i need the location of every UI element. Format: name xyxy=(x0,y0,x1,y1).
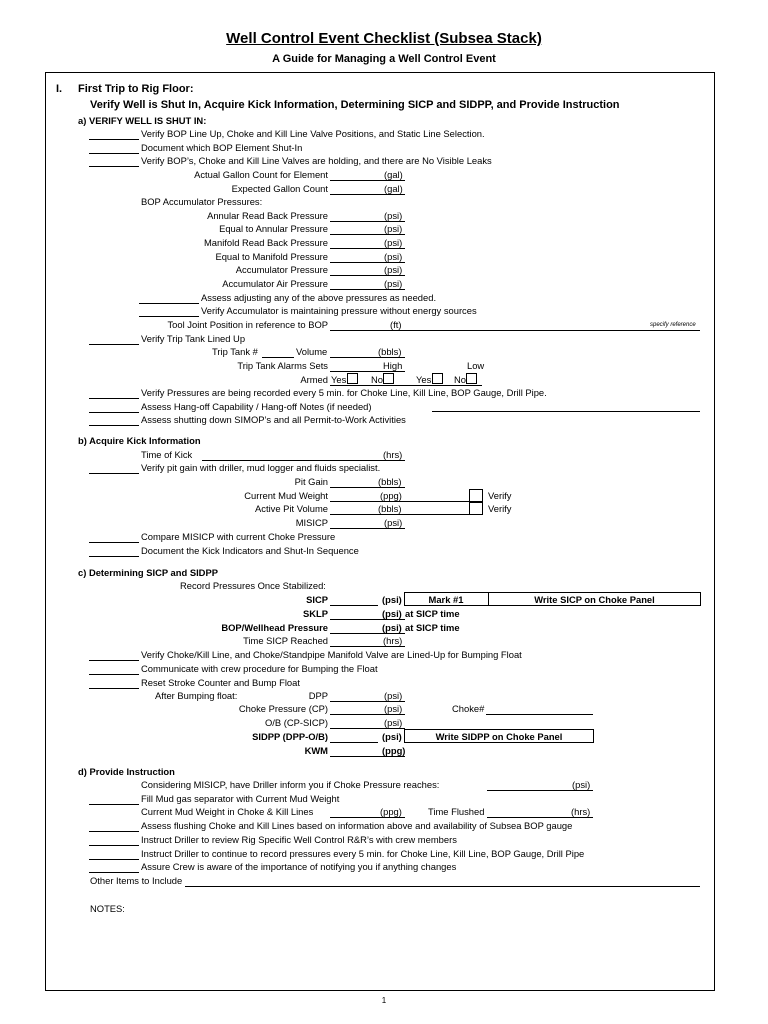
blank-line[interactable] xyxy=(89,688,139,689)
verify-label: Verify xyxy=(488,503,512,514)
blank-line[interactable] xyxy=(89,153,139,154)
field-label: Annular Read Back Pressure xyxy=(207,210,328,221)
unit-label: (bbls) xyxy=(378,503,402,514)
record-label: Record Pressures Once Stabilized: xyxy=(180,580,326,591)
task-label: Assess adjusting any of the above pressures as needed. xyxy=(201,292,437,303)
task-label: Verify Trip Tank Lined Up xyxy=(141,333,246,344)
blank-line[interactable] xyxy=(89,872,139,873)
blank-line[interactable] xyxy=(89,542,139,543)
time-flushed-label: Time Flushed xyxy=(428,806,485,817)
active-pit-label: Active Pit Volume xyxy=(255,503,328,514)
field-input[interactable] xyxy=(330,194,405,195)
blank-line[interactable] xyxy=(89,425,139,426)
task-label: Reset Stroke Counter and Bump Float xyxy=(141,677,300,688)
trip-tank-number-label: Trip Tank # xyxy=(212,346,258,357)
unit-label: (gal) xyxy=(384,169,403,180)
blank-line[interactable] xyxy=(89,412,139,413)
page-title: Well Control Event Checklist (Subsea Stack) xyxy=(226,30,542,47)
armed-label: Armed xyxy=(300,374,328,385)
blank-line[interactable] xyxy=(139,303,199,304)
armed-no-label: No xyxy=(454,374,466,385)
choke-cp-label: Choke Pressure (CP) xyxy=(238,703,328,714)
current-mw-input[interactable] xyxy=(330,817,405,818)
bop-wellhead-input[interactable] xyxy=(330,633,405,634)
mark1-label: Mark #1 xyxy=(428,594,464,605)
unit-label: (psi) xyxy=(384,251,403,262)
field-input[interactable] xyxy=(330,180,405,181)
field-input[interactable] xyxy=(330,248,405,249)
task-label: Verify pit gain with driller, mud logger and fluids specialist. xyxy=(141,462,381,473)
blank-line[interactable] xyxy=(89,804,139,805)
task-label: Verify Choke/Kill Line, and Choke/Standpipe Manifold Valve are Lined-Up for Bumping Float xyxy=(141,649,522,660)
time-sicp-label: Time SICP Reached xyxy=(243,635,328,646)
task-label: Verify BOP’s, Choke and Kill Line Valves are holding, and there are No Visible Leaks xyxy=(141,155,492,166)
alarms-label: Trip Tank Alarms Sets xyxy=(237,360,328,371)
unit-label: (psi) xyxy=(384,703,403,714)
blank-line[interactable] xyxy=(89,845,139,846)
blank-line[interactable] xyxy=(89,344,139,345)
subsection-a-heading: a) VERIFY WELL IS SHUT IN: xyxy=(78,115,207,126)
unit-label: (psi) xyxy=(384,517,403,528)
unit-label: (hrs) xyxy=(383,635,403,646)
notes-label: NOTES: xyxy=(90,903,125,914)
field-input[interactable] xyxy=(330,330,700,331)
unit-label: (psi) xyxy=(384,264,403,275)
write-sicp-label: Write SICP on Choke Panel xyxy=(534,594,655,605)
sidpp-label: SIDPP (DPP-O/B) xyxy=(252,731,328,742)
current-mw-label: Current Mud Weight in Choke & Kill Lines xyxy=(141,806,314,817)
subsection-c-heading: c) Determining SICP and SIDPP xyxy=(78,567,218,578)
verify-label: Verify xyxy=(488,490,512,501)
field-label: Accumulator Pressure xyxy=(235,264,328,275)
sidpp-input[interactable] xyxy=(330,742,378,743)
armed-yes-label: Yes xyxy=(331,374,347,385)
section-numeral: I. xyxy=(56,83,63,95)
armed-yes-checkbox[interactable] xyxy=(347,373,358,384)
choke-number-label: Choke# xyxy=(452,703,485,714)
volume-input[interactable] xyxy=(330,357,405,358)
sklp-input[interactable] xyxy=(330,619,405,620)
task-label: Document which BOP Element Shut-In xyxy=(141,142,303,153)
alarm-high-label: High xyxy=(383,360,403,371)
alarm-low-label: Low xyxy=(467,360,485,371)
armed-no-checkbox[interactable] xyxy=(466,373,477,384)
armed-no-checkbox[interactable] xyxy=(383,373,394,384)
blank-line[interactable] xyxy=(89,660,139,661)
task-label: Document the Kick Indicators and Shut-In Sequence xyxy=(141,545,359,556)
unit-label: (hrs) xyxy=(383,449,403,460)
unit-label: (bbls) xyxy=(378,476,402,487)
unit-label: (psi) xyxy=(384,210,403,221)
choke-cp-input[interactable] xyxy=(330,714,405,715)
unit-label: (psi) xyxy=(572,779,591,790)
field-label: Tool Joint Position in reference to BOP xyxy=(167,319,328,330)
task-label: Assure Crew is aware of the importance of notifying you if anything changes xyxy=(141,861,457,872)
sklp-label: SKLP xyxy=(302,608,328,619)
alarm-high-input[interactable] xyxy=(330,371,405,372)
verify-checkbox[interactable] xyxy=(469,489,483,502)
field-input[interactable] xyxy=(330,234,405,235)
armed-yes-checkbox[interactable] xyxy=(432,373,443,384)
at-sicp-time-label: at SICP time xyxy=(405,608,460,619)
blank-line[interactable] xyxy=(89,831,139,832)
unit-label: (psi) xyxy=(384,278,403,289)
active-pit-input[interactable] xyxy=(330,514,482,515)
unit-label: (gal) xyxy=(384,183,403,194)
unit-label: (ft) xyxy=(390,319,402,330)
time-sicp-input[interactable] xyxy=(330,646,405,647)
blank-line[interactable] xyxy=(89,166,139,167)
task-label: Assess Hang-off Capability / Hang-off Notes (if needed) xyxy=(141,401,372,412)
page-number: 1 xyxy=(381,996,387,1005)
unit-label: (psi) xyxy=(384,690,403,701)
field-label: Equal to Annular Pressure xyxy=(219,223,328,234)
unit-label: (ppg) xyxy=(382,745,406,756)
field-input[interactable] xyxy=(330,275,405,276)
dpp-label: DPP xyxy=(308,690,328,701)
kwm-input[interactable] xyxy=(330,756,405,757)
field-input[interactable] xyxy=(330,221,405,222)
field-label: Manifold Read Back Pressure xyxy=(203,237,328,248)
at-sicp-time-label: at SICP time xyxy=(405,622,460,633)
ob-input[interactable] xyxy=(330,728,405,729)
blank-line[interactable] xyxy=(89,398,139,399)
time-flushed-input[interactable] xyxy=(487,817,593,818)
pit-gain-input[interactable] xyxy=(330,487,405,488)
blank-line[interactable] xyxy=(139,316,199,317)
choke-pressure-alert-input[interactable] xyxy=(487,790,593,791)
task-label: Verify Pressures are being recorded every 5 min. for Choke Line, Kill Line, BOP Gauge, Drill Pipe. xyxy=(141,387,547,398)
mud-weight-input[interactable] xyxy=(330,501,482,502)
task-label: Assess shutting down SIMOP’s and all Permit-to-Work Activities xyxy=(141,414,406,425)
armed-underline xyxy=(330,385,482,386)
armed-yes-label: Yes xyxy=(416,374,432,385)
unit-label: (psi) xyxy=(382,594,402,605)
task-label: Communicate with crew procedure for Bumping the Float xyxy=(141,663,378,674)
subsection-d-heading: d) Provide Instruction xyxy=(78,766,175,777)
bop-wellhead-label: BOP/Wellhead Pressure xyxy=(221,622,328,633)
choke-number-input[interactable] xyxy=(486,714,593,715)
hangoff-notes-input[interactable] xyxy=(432,411,700,412)
unit-label: (hrs) xyxy=(571,806,591,817)
specify-reference-note: specify reference xyxy=(650,322,696,328)
unit-label: (psi) xyxy=(384,223,403,234)
kwm-label: KWM xyxy=(304,745,328,756)
field-input[interactable] xyxy=(330,289,405,290)
field-label: Equal to Manifold Pressure xyxy=(215,251,328,262)
unit-label: (psi) xyxy=(382,622,402,633)
pit-gain-label: Pit Gain xyxy=(294,476,328,487)
task-label: Fill Mud gas separator with Current Mud Weight xyxy=(141,793,340,804)
section-subtitle: Verify Well is Shut In, Acquire Kick Information, Determining SICP and SIDPP, and Provide Instruction xyxy=(90,99,620,111)
mud-weight-label: Current Mud Weight xyxy=(244,490,328,501)
verify-checkbox[interactable] xyxy=(469,502,483,515)
unit-label: (psi) xyxy=(382,608,402,619)
time-of-kick-label: Time of Kick xyxy=(141,449,193,460)
volume-label: Volume xyxy=(296,346,328,357)
blank-line[interactable] xyxy=(89,859,139,860)
armed-no-label: No xyxy=(371,374,383,385)
sicp-input[interactable] xyxy=(330,605,378,606)
section-title: First Trip to Rig Floor: xyxy=(78,83,194,95)
blank-line[interactable] xyxy=(89,674,139,675)
field-label: Accumulator Air Pressure xyxy=(222,278,328,289)
task-label: Assess flushing Choke and Kill Lines based on information above and availability of Subsea BOP gauge xyxy=(141,820,573,831)
accumulator-heading: BOP Accumulator Pressures: xyxy=(141,196,263,207)
task-label: Verify Accumulator is maintaining pressure without energy sources xyxy=(201,305,477,316)
field-label: Expected Gallon Count xyxy=(231,183,328,194)
unit-label: (psi) xyxy=(384,717,403,728)
trip-tank-number-input[interactable] xyxy=(262,357,294,358)
after-bump-label: After Bumping float: xyxy=(155,690,238,701)
task-label: Verify BOP Line Up, Choke and Kill Line Valve Positions, and Static Line Selection. xyxy=(141,128,485,139)
sicp-label: SICP xyxy=(306,594,328,605)
page-subtitle: A Guide for Managing a Well Control Event xyxy=(272,53,496,65)
task-label: Compare MISICP with current Choke Pressure xyxy=(141,531,336,542)
time-of-kick-input[interactable] xyxy=(202,460,405,461)
task-label: Instruct Driller to review Rig Specific Well Control R&R’s with crew members xyxy=(141,834,457,845)
blank-line[interactable] xyxy=(89,556,139,557)
field-label: Actual Gallon Count for Element xyxy=(194,169,328,180)
blank-line[interactable] xyxy=(89,473,139,474)
unit-label: (bbls) xyxy=(378,346,402,357)
unit-label: (ppg) xyxy=(380,806,402,817)
field-input[interactable] xyxy=(330,262,405,263)
unit-label: (psi) xyxy=(382,731,402,742)
ob-label: O/B (CP-SICP) xyxy=(264,717,328,728)
task-label: Instruct Driller to continue to record pressures every 5 min. for Choke Line, Kill Line, BOP Gauge, Drill Pipe xyxy=(141,848,585,859)
other-items-label: Other Items to Include xyxy=(90,875,183,886)
blank-line[interactable] xyxy=(89,139,139,140)
considering-label: Considering MISICP, have Driller inform you if Choke Pressure reaches: xyxy=(141,779,440,790)
subsection-b-heading: b) Acquire Kick Information xyxy=(78,435,201,446)
misicp-label: MISICP xyxy=(295,517,328,528)
other-items-input[interactable] xyxy=(185,886,700,887)
misicp-input[interactable] xyxy=(330,528,405,529)
unit-label: (ppg) xyxy=(380,490,402,501)
dpp-input[interactable] xyxy=(330,701,405,702)
write-sidpp-label: Write SIDPP on Choke Panel xyxy=(435,731,563,742)
unit-label: (psi) xyxy=(384,237,403,248)
